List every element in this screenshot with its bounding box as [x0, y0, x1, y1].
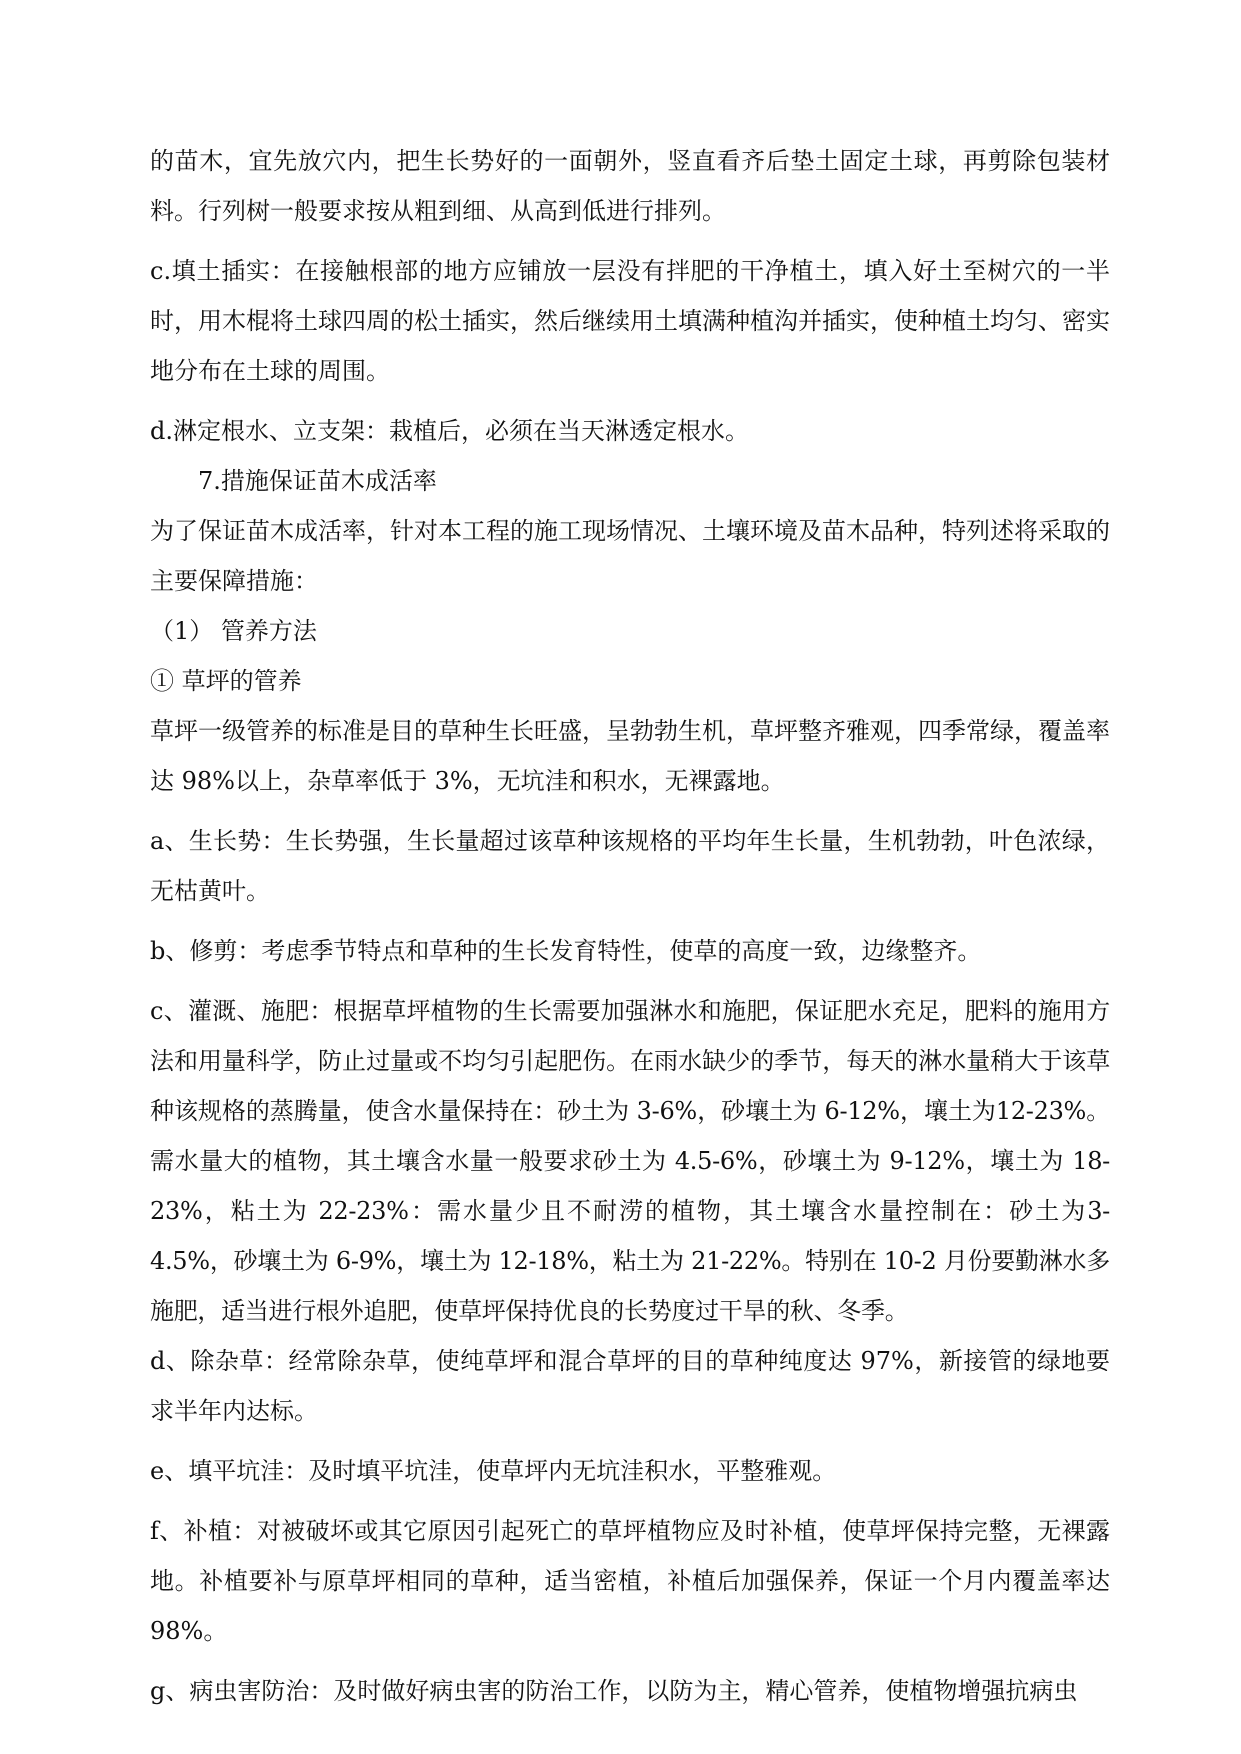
paragraph-pest-control: g、病虫害防治：及时做好病虫害的防治工作，以防为主，精心管养，使植物增强抗病虫: [150, 1677, 1078, 1705]
paragraph-seedling-placement: 的苗木，宜先放穴内，把生长势好的一面朝外，竖直看齐后垫土固定土球，再剪除包装材料。行列树一般要求按从粗到细、从高到低进行排列。: [150, 147, 1110, 225]
paragraph-replanting: f、补植：对被破坏或其它原因引起死亡的草坪植物应及时补植，使草坪保持完整，无裸露地。补植要补与原草坪相同的草种，适当密植，补植后加强保养，保证一个月内覆盖率达 98%。: [150, 1517, 1110, 1645]
paragraph-backfill-tamping: c.填土插实：在接触根部的地方应铺放一层没有拌肥的干净植土，填入好土至树穴的一半时，用木棍将土球四周的松土插实，然后继续用土填满种植沟并插实，使种植土均匀、密实地分布在土球的周围。: [150, 257, 1110, 385]
paragraph-growth-vigor: a、生长势：生长势强，生长量超过该草种该规格的平均年生长量，生机勃勃，叶色浓绿，无枯黄叶。: [150, 827, 1110, 905]
section-heading-survival-rate: 7.措施保证苗木成活率: [198, 467, 437, 495]
paragraph-mowing: b、修剪：考虑季节特点和草种的生长发育特性，使草的高度一致，边缘整齐。: [150, 937, 982, 965]
paragraph-lawn-standard: 草坪一级管养的标准是目的草种生长旺盛，呈勃勃生机，草坪整齐雅观，四季常绿，覆盖率达 98%以上，杂草率低于 3%，无坑洼和积水，无裸露地。: [150, 717, 1110, 795]
subheading-lawn-maintenance: ① 草坪的管养: [150, 667, 302, 695]
subheading-maintenance-methods: （1） 管养方法: [150, 617, 317, 645]
paragraph-watering-support: d.淋定根水、立支架：栽植后，必须在当天淋透定根水。: [150, 417, 749, 445]
paragraph-weeding: d、除杂草：经常除杂草，使纯草坪和混合草坪的目的草种纯度达 97%，新接管的绿地要求半年内达标。: [150, 1347, 1110, 1425]
paragraph-irrigation-fertilization: c、灌溉、施肥：根据草坪植物的生长需要加强淋水和施肥，保证肥水充足，肥料的施用方法和用量科学，防止过量或不均匀引起肥伤。在雨水缺少的季节，每天的淋水量稍大于该草种该规格的蒸腾量，使含水量保持在：砂土为 3-6%，砂壤土为 6-12%，壤土为12-23%。需水量大的植物，其土壤含水量一般要求砂土为 4.5-6%，砂壤土为 9-12%，壤土为 18-23%，粘土为 22-23%：需水量少且不耐涝的植物，其土壤含水量控制在：砂土为3-4.5%，砂壤土为 6-9%，壤土为 12-18%，粘土为 21-22%。特别在 10-2 月份要勤淋水多施肥，适当进行根外追肥，使草坪保持优良的长势度过干旱的秋、冬季。: [150, 997, 1110, 1325]
paragraph-leveling: e、填平坑洼：及时填平坑洼，使草坪内无坑洼积水，平整雅观。: [150, 1457, 837, 1485]
document-body: [150, 136, 1110, 1716]
paragraph-measures-intro: 为了保证苗木成活率，针对本工程的施工现场情况、土壤环境及苗木品种，特列述将采取的主要保障措施：: [150, 517, 1110, 595]
